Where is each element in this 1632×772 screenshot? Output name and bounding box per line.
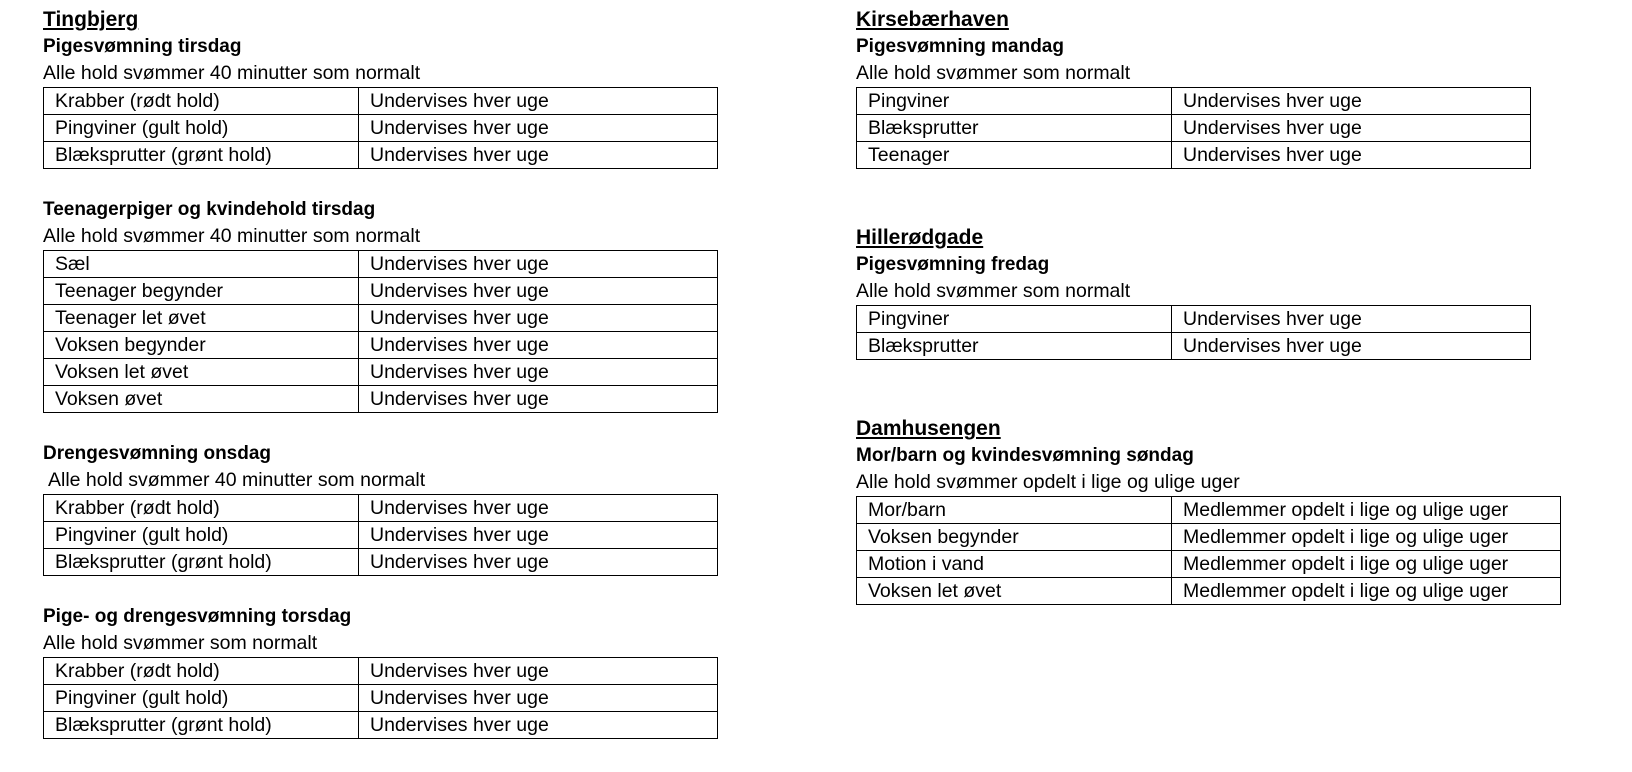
table-row (44, 685, 718, 712)
team-cell: Pingviner (857, 306, 1172, 333)
section-title: Teenagerpiger og kvindehold tirsdag (43, 199, 376, 220)
table-row (44, 522, 718, 549)
location-heading-hillerodgade: Hillerødgade (856, 226, 984, 249)
team-cell: Sæl (44, 251, 359, 278)
section-note: Alle hold svømmer som normalt (856, 280, 1131, 302)
schedule-cell: Medlemmer opdelt i lige og ulige uger (1172, 524, 1561, 551)
table-row (857, 578, 1561, 605)
schedule-cell: Medlemmer opdelt i lige og ulige uger (1172, 497, 1561, 524)
team-cell: Voksen øvet (44, 386, 359, 413)
table-row (857, 551, 1561, 578)
table-row (857, 524, 1561, 551)
schedule-cell: Undervises hver uge (359, 142, 718, 169)
section-title: Pigesvømning fredag (856, 254, 1050, 275)
team-cell: Mor/barn (857, 497, 1172, 524)
team-cell: Pingviner (gult hold) (44, 115, 359, 142)
table-row (857, 142, 1531, 169)
team-cell: Blæksprutter (857, 115, 1172, 142)
section-note: Alle hold svømmer 40 minutter som normalt (48, 469, 426, 491)
schedule-cell: Undervises hver uge (359, 549, 718, 576)
table-row (857, 115, 1531, 142)
section-note: Alle hold svømmer som normalt (856, 62, 1131, 84)
team-cell: Pingviner (gult hold) (44, 685, 359, 712)
schedule-cell: Undervises hver uge (359, 305, 718, 332)
schedule-cell: Undervises hver uge (1172, 142, 1531, 169)
location-heading-tingbjerg: Tingbjerg (43, 8, 139, 31)
schedule-cell: Undervises hver uge (1172, 306, 1531, 333)
schedule-cell: Undervises hver uge (359, 386, 718, 413)
schedule-cell: Undervises hver uge (359, 278, 718, 305)
team-cell: Krabber (rødt hold) (44, 88, 359, 115)
schedule-cell: Undervises hver uge (359, 251, 718, 278)
schedule-cell: Undervises hver uge (359, 685, 718, 712)
schedule-cell: Undervises hver uge (359, 115, 718, 142)
left-column (43, 6, 718, 739)
schedule-table (856, 496, 1561, 605)
schedule-cell: Undervises hver uge (359, 332, 718, 359)
schedule-table (43, 494, 718, 576)
spacer (43, 169, 718, 196)
table-row (44, 549, 718, 576)
schedule-table (856, 305, 1531, 360)
table-row (44, 142, 718, 169)
spacer (856, 360, 1561, 415)
team-cell: Blæksprutter (grønt hold) (44, 142, 359, 169)
schedule-cell: Undervises hver uge (359, 495, 718, 522)
table-row (857, 497, 1561, 524)
schedule-cell: Undervises hver uge (359, 522, 718, 549)
schedule-cell: Undervises hver uge (1172, 88, 1531, 115)
location-heading-kirsebaerhaven: Kirsebærhaven (856, 8, 1009, 31)
team-cell: Blæksprutter (grønt hold) (44, 549, 359, 576)
section-title: Pige- og drengesvømning torsdag (43, 606, 352, 627)
table-row (44, 658, 718, 685)
table-row (44, 332, 718, 359)
spacer (856, 169, 1561, 224)
team-cell: Teenager begynder (44, 278, 359, 305)
team-cell: Motion i vand (857, 551, 1172, 578)
table-row (857, 88, 1531, 115)
table-row (857, 333, 1531, 360)
schedule-cell: Medlemmer opdelt i lige og ulige uger (1172, 578, 1561, 605)
schedule-table (43, 657, 718, 739)
schedule-cell: Undervises hver uge (359, 712, 718, 739)
schedule-cell: Undervises hver uge (1172, 333, 1531, 360)
table-row (44, 305, 718, 332)
section-note: Alle hold svømmer som normalt (43, 632, 318, 654)
section-note: Alle hold svømmer opdelt i lige og ulige uger (856, 471, 1240, 493)
schedule-cell: Undervises hver uge (359, 658, 718, 685)
table-row (44, 712, 718, 739)
table-row (44, 495, 718, 522)
table-row (44, 278, 718, 305)
team-cell: Pingviner (gult hold) (44, 522, 359, 549)
schedule-table (856, 87, 1531, 169)
table-row (44, 359, 718, 386)
table-row (857, 306, 1531, 333)
table-row (44, 386, 718, 413)
team-cell: Blæksprutter (857, 333, 1172, 360)
team-cell: Voksen let øvet (857, 578, 1172, 605)
spacer (43, 413, 718, 440)
section-note: Alle hold svømmer 40 minutter som normalt (43, 62, 421, 84)
location-heading-damhusengen: Damhusengen (856, 417, 1001, 440)
schedule-cell: Undervises hver uge (359, 88, 718, 115)
spacer (43, 576, 718, 603)
section-title: Drengesvømning onsdag (43, 443, 272, 464)
team-cell: Voksen begynder (44, 332, 359, 359)
team-cell: Krabber (rødt hold) (44, 658, 359, 685)
table-row (44, 251, 718, 278)
schedule-table (43, 250, 718, 413)
table-row (44, 115, 718, 142)
section-title: Pigesvømning mandag (856, 36, 1064, 57)
schedule-cell: Undervises hver uge (1172, 115, 1531, 142)
team-cell: Krabber (rødt hold) (44, 495, 359, 522)
team-cell: Voksen begynder (857, 524, 1172, 551)
team-cell: Teenager (857, 142, 1172, 169)
team-cell: Pingviner (857, 88, 1172, 115)
team-cell: Teenager let øvet (44, 305, 359, 332)
table-row (44, 88, 718, 115)
team-cell: Blæksprutter (grønt hold) (44, 712, 359, 739)
schedule-cell: Medlemmer opdelt i lige og ulige uger (1172, 551, 1561, 578)
section-note: Alle hold svømmer 40 minutter som normalt (43, 225, 421, 247)
schedule-table (43, 87, 718, 169)
schedule-cell: Undervises hver uge (359, 359, 718, 386)
section-title: Mor/barn og kvindesvømning søndag (856, 445, 1194, 466)
team-cell: Voksen let øvet (44, 359, 359, 386)
right-column (856, 6, 1561, 605)
section-title: Pigesvømning tirsdag (43, 36, 242, 57)
